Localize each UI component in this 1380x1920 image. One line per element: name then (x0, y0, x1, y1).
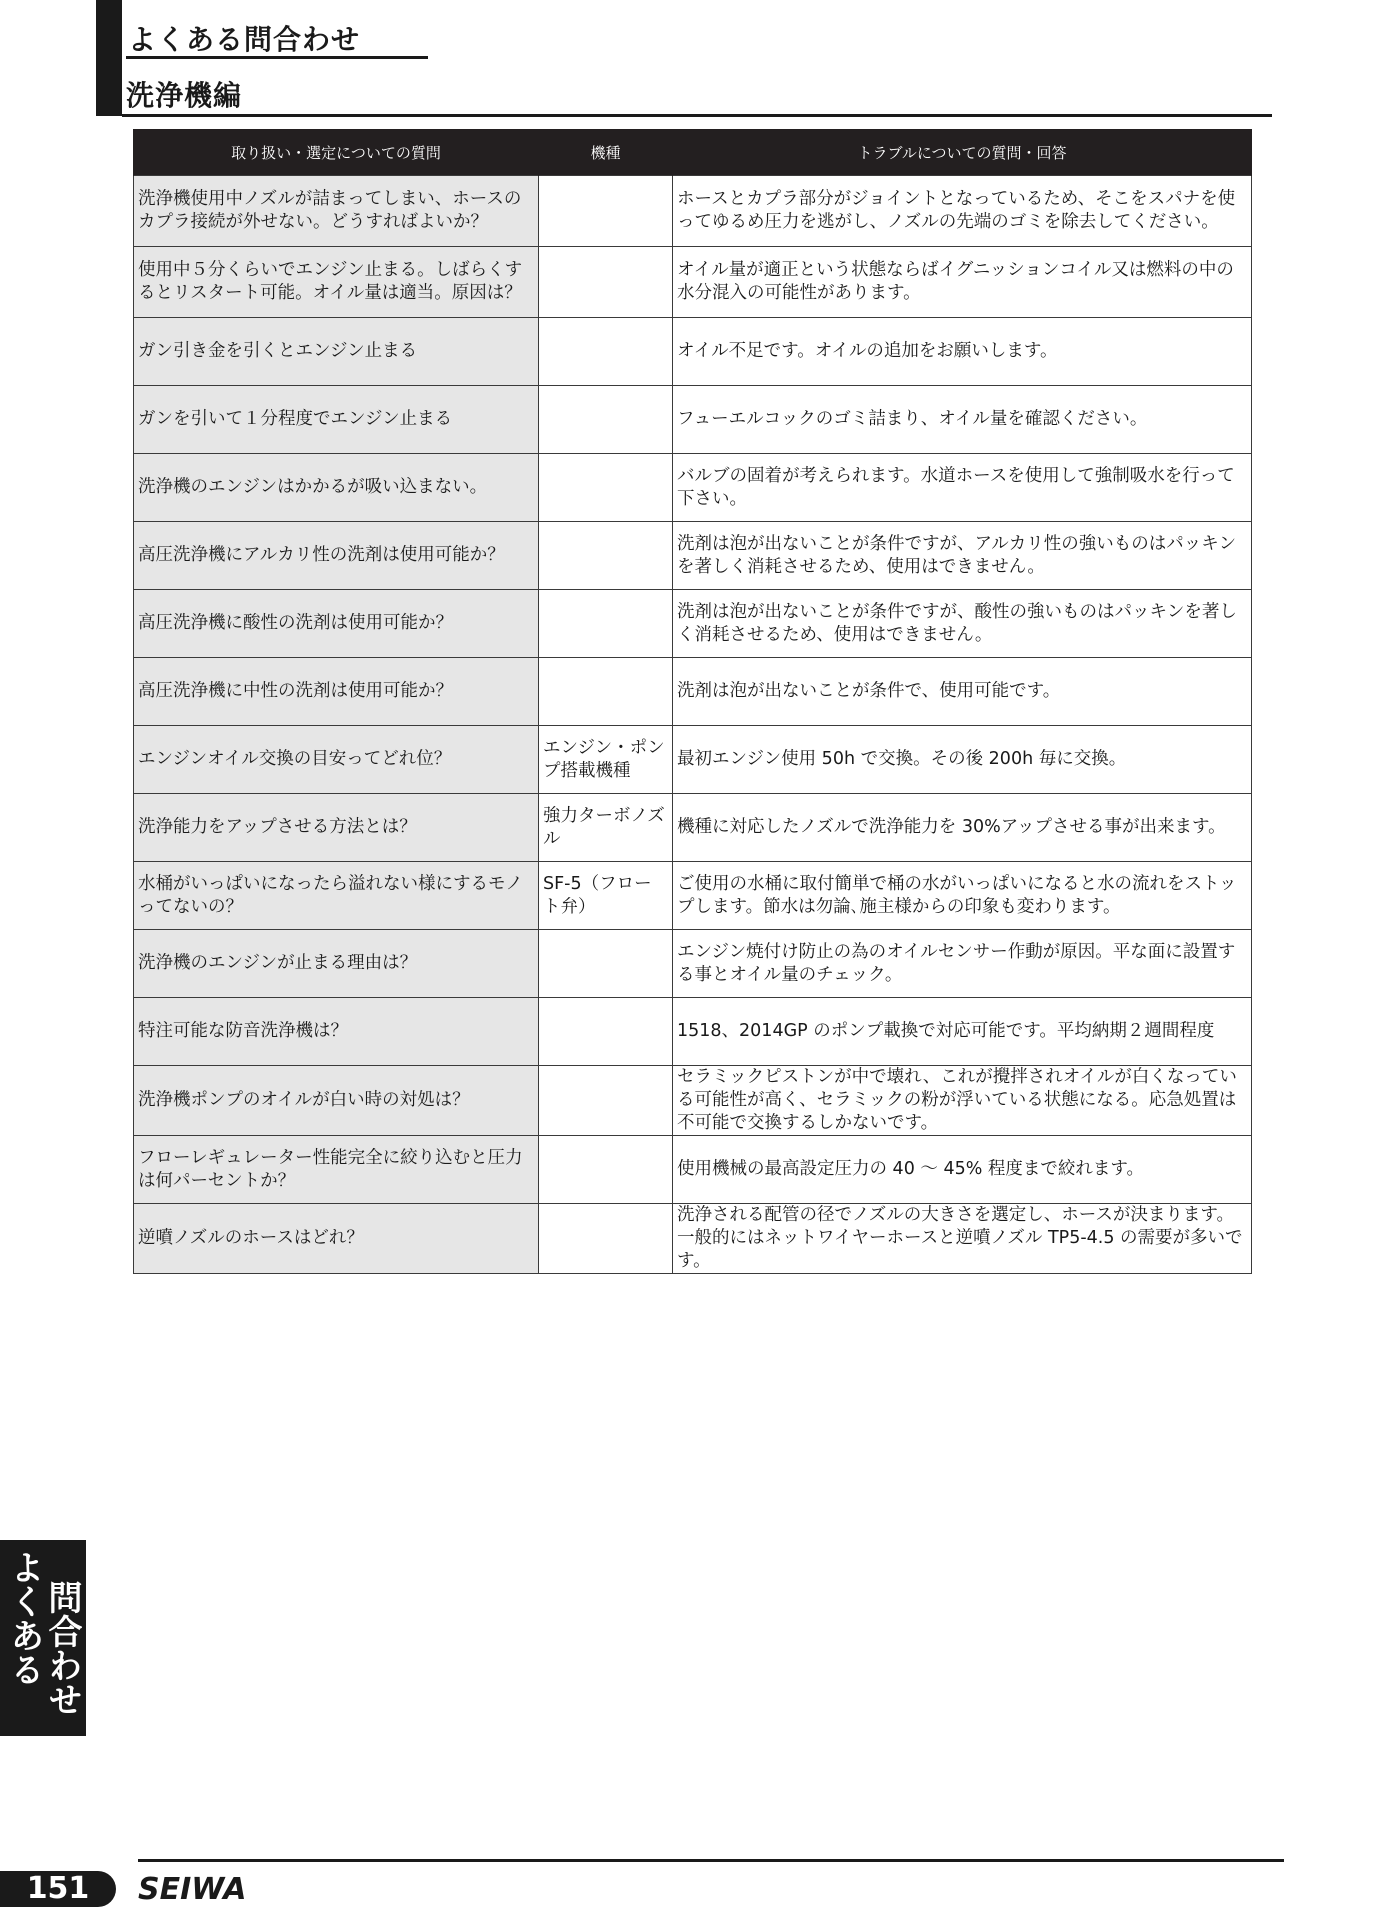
answer-cell: 洗剤は泡が出ないことが条件で、使用可能です。 (673, 658, 1252, 726)
model-cell (539, 1136, 673, 1204)
question-cell: 特注可能な防音洗浄機は？ (134, 998, 539, 1066)
answer-cell: フューエルコックのゴミ詰まり、オイル量を確認ください。 (673, 386, 1252, 454)
answer-cell: セラミックピストンが中で壊れ、これが攪拌されオイルが白くなっている可能性が高く、セラミックの粉が浮いている状態になる。応急処置は不可能で交換するしかないです。 (673, 1066, 1252, 1136)
question-cell: 洗浄機使用中ノズルが詰まってしまい、ホースのカプラ接続が外せない。どうすればよいか？ (134, 176, 539, 247)
table-row (134, 794, 1252, 862)
side-index-tab (0, 1540, 86, 1736)
table-row (134, 1204, 1252, 1274)
side-tab-line-1: よくある (4, 1550, 44, 1686)
header-question: 取り扱い・選定についての質問 (134, 129, 539, 176)
answer-cell: エンジン焼付け防止の為のオイルセンサー作動が原因。平な面に設置する事とオイル量のチェック。 (673, 930, 1252, 998)
section-title-rule (126, 56, 428, 59)
answer-cell: ご使用の水桶に取付簡単で桶の水がいっぱいになると水の流れをストップします。節水は勿論､施主様からの印象も変わります。 (673, 862, 1252, 930)
brand-logo: SEIWA (138, 1872, 247, 1907)
side-tab-line-2: 問合わせ (42, 1580, 82, 1716)
question-cell: 洗浄能力をアップさせる方法とは？ (134, 794, 539, 862)
page-subtitle: 洗浄機編 (126, 79, 243, 112)
model-cell: 強力ターボノズル (539, 794, 673, 862)
table-row (134, 1136, 1252, 1204)
answer-cell: オイル量が適正という状態ならばイグニッションコイル又は燃料の中の水分混入の可能性があります。 (673, 247, 1252, 318)
table-row (134, 176, 1252, 247)
model-cell: SF-5（フロート弁） (539, 862, 673, 930)
question-cell: ガン引き金を引くとエンジン止まる (134, 318, 539, 386)
table-row (134, 726, 1252, 794)
page-number: 151 (0, 1871, 116, 1907)
footer-rule (138, 1859, 1284, 1862)
answer-cell: ホースとカプラ部分がジョイントとなっているため、そこをスパナを使ってゆるめ圧力を逃がし、ノズルの先端のゴミを除去してください。 (673, 176, 1252, 247)
question-cell: 高圧洗浄機に酸性の洗剤は使用可能か？ (134, 590, 539, 658)
answer-cell: 機種に対応したノズルで洗浄能力を 30%アップさせる事が出来ます。 (673, 794, 1252, 862)
section-title: よくある問合わせ (128, 23, 361, 56)
faq-table (133, 129, 1252, 1274)
answer-cell: 最初エンジン使用 50h で交換。その後 200h 毎に交換。 (673, 726, 1252, 794)
question-cell: 洗浄機のエンジンはかかるが吸い込まない。 (134, 454, 539, 522)
model-cell (539, 454, 673, 522)
header-accent-bar (96, 0, 122, 116)
question-cell: 水桶がいっぱいになったら溢れない様にするモノってないの？ (134, 862, 539, 930)
faq-table-header-row (134, 129, 1252, 176)
question-cell: 洗浄機ポンプのオイルが白い時の対処は？ (134, 1066, 539, 1136)
question-cell: 使用中５分くらいでエンジン止まる。しばらくするとリスタート可能。オイル量は適当。原因は？ (134, 247, 539, 318)
question-cell: 洗浄機のエンジンが止まる理由は？ (134, 930, 539, 998)
table-row (134, 998, 1252, 1066)
model-cell (539, 590, 673, 658)
model-cell (539, 176, 673, 247)
answer-cell: 洗浄される配管の径でノズルの大きさを選定し、ホースが決まります。一般的にはネットワイヤーホースと逆噴ノズル TP5-4.5 の需要が多いです。 (673, 1204, 1252, 1274)
model-cell (539, 1204, 673, 1274)
table-row (134, 590, 1252, 658)
model-cell (539, 930, 673, 998)
table-row (134, 454, 1252, 522)
answer-cell: オイル不足です。オイルの追加をお願いします。 (673, 318, 1252, 386)
question-cell: フローレギュレーター性能完全に絞り込むと圧力は何パーセントか？ (134, 1136, 539, 1204)
model-cell (539, 658, 673, 726)
subtitle-rule (122, 114, 1272, 117)
table-row (134, 522, 1252, 590)
model-cell: エンジン・ポンプ搭載機種 (539, 726, 673, 794)
model-cell (539, 1066, 673, 1136)
model-cell (539, 522, 673, 590)
table-row (134, 1066, 1252, 1136)
table-row (134, 862, 1252, 930)
table-row (134, 658, 1252, 726)
answer-cell: 洗剤は泡が出ないことが条件ですが、アルカリ性の強いものはパッキンを著しく消耗させるため、使用はできません。 (673, 522, 1252, 590)
table-row (134, 247, 1252, 318)
model-cell (539, 386, 673, 454)
table-row (134, 318, 1252, 386)
model-cell (539, 318, 673, 386)
answer-cell: 洗剤は泡が出ないことが条件ですが、酸性の強いものはパッキンを著しく消耗させるため、使用はできません。 (673, 590, 1252, 658)
table-row (134, 386, 1252, 454)
answer-cell: 使用機械の最高設定圧力の 40 〜 45% 程度まで絞れます。 (673, 1136, 1252, 1204)
model-cell (539, 998, 673, 1066)
header-model: 機種 (539, 129, 673, 176)
answer-cell: バルブの固着が考えられます。水道ホースを使用して強制吸水を行って下さい。 (673, 454, 1252, 522)
answer-cell: 1518、2014GP のポンプ載換で対応可能です。平均納期２週間程度 (673, 998, 1252, 1066)
question-cell: エンジンオイル交換の目安ってどれ位？ (134, 726, 539, 794)
header-answer: トラブルについての質問・回答 (673, 129, 1252, 176)
question-cell: 高圧洗浄機に中性の洗剤は使用可能か？ (134, 658, 539, 726)
table-row (134, 930, 1252, 998)
question-cell: ガンを引いて１分程度でエンジン止まる (134, 386, 539, 454)
model-cell (539, 247, 673, 318)
question-cell: 高圧洗浄機にアルカリ性の洗剤は使用可能か？ (134, 522, 539, 590)
question-cell: 逆噴ノズルのホースはどれ？ (134, 1204, 539, 1274)
